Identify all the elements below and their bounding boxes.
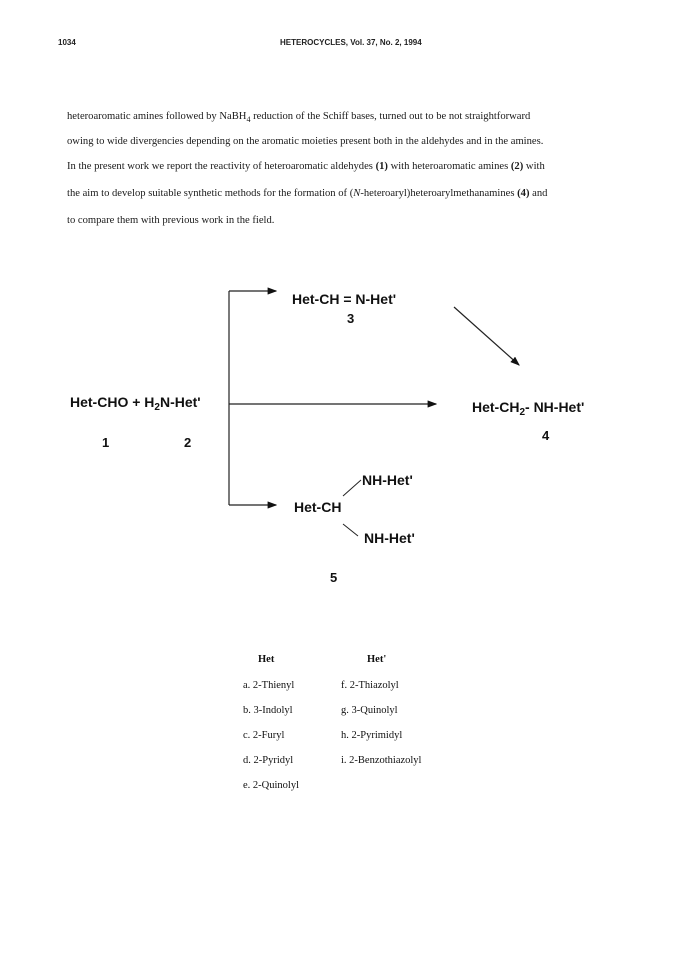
table-cell-het-prime-f: f. 2-Thiazolyl	[341, 680, 399, 691]
table-cell-het-prime-h: h. 2-Pyrimidyl	[341, 730, 403, 741]
reactants-formula: $Het-CHO + H_2N-Het'$	[70, 394, 201, 413]
body-line-3: In the present work we report the reactivity of heteroaromatic aldehydes (1) with heteroaromatic amines (2) with	[67, 161, 545, 172]
table-cell-het-d: d. 2-Pyridyl	[243, 755, 294, 766]
table-cell-het-prime-i: i. 2-Benzothiazolyl	[341, 755, 422, 766]
body-line-4: the aim to develop suitable synthetic methods for the formation of (N-heteroaryl)heteroarylmethanamines (4) and	[67, 188, 548, 199]
imine-formula: Het-CH = N-Het'	[292, 291, 397, 307]
body-line-5: to compare them with previous work in the field.	[67, 215, 275, 226]
product-formula: Het-$CH_2-$ NH-Het'	[472, 399, 585, 418]
table-header-het-prime: Het'	[367, 654, 387, 665]
table-cell-het-b: b. 3-Indolyl	[243, 705, 293, 716]
journal-header: HETEROCYCLES, Vol. 37, No. 2, 1994	[280, 38, 422, 47]
aminal-upper-group: NH-Het'	[362, 472, 413, 488]
compound-label-2: 2	[184, 435, 192, 450]
table-cell-het-prime-g: g. 3-Quinolyl	[341, 705, 398, 716]
table-header-het: Het	[258, 654, 275, 665]
aminal-lower-group: NH-Het'	[364, 530, 415, 546]
table-cell-het-e: e. 2-Quinolyl	[243, 780, 299, 791]
aminal-lower-bond	[343, 524, 358, 536]
arrow-imine-to-product	[454, 307, 519, 365]
table-cell-het-a: a. 2-Thienyl	[243, 680, 295, 691]
body-line-2: owing to wide divergencies depending on the aromatic moieties present both in the aldehydes and in the amines.	[67, 136, 544, 147]
aminal-upper-bond	[343, 480, 361, 496]
compound-label-4: 4	[542, 428, 550, 443]
compound-label-3: 3	[347, 311, 355, 326]
body-line-1: heteroaromatic amines followed by NaBH$_4$ reduction of the Schiff bases, turned out to be not straightforward	[67, 111, 531, 125]
compound-label-5: 5	[330, 570, 338, 585]
aminal-core: Het-CH	[294, 499, 342, 515]
page-number: 1034	[58, 38, 76, 47]
table-cell-het-c: c. 2-Furyl	[243, 730, 285, 741]
compound-label-1: 1	[102, 435, 110, 450]
